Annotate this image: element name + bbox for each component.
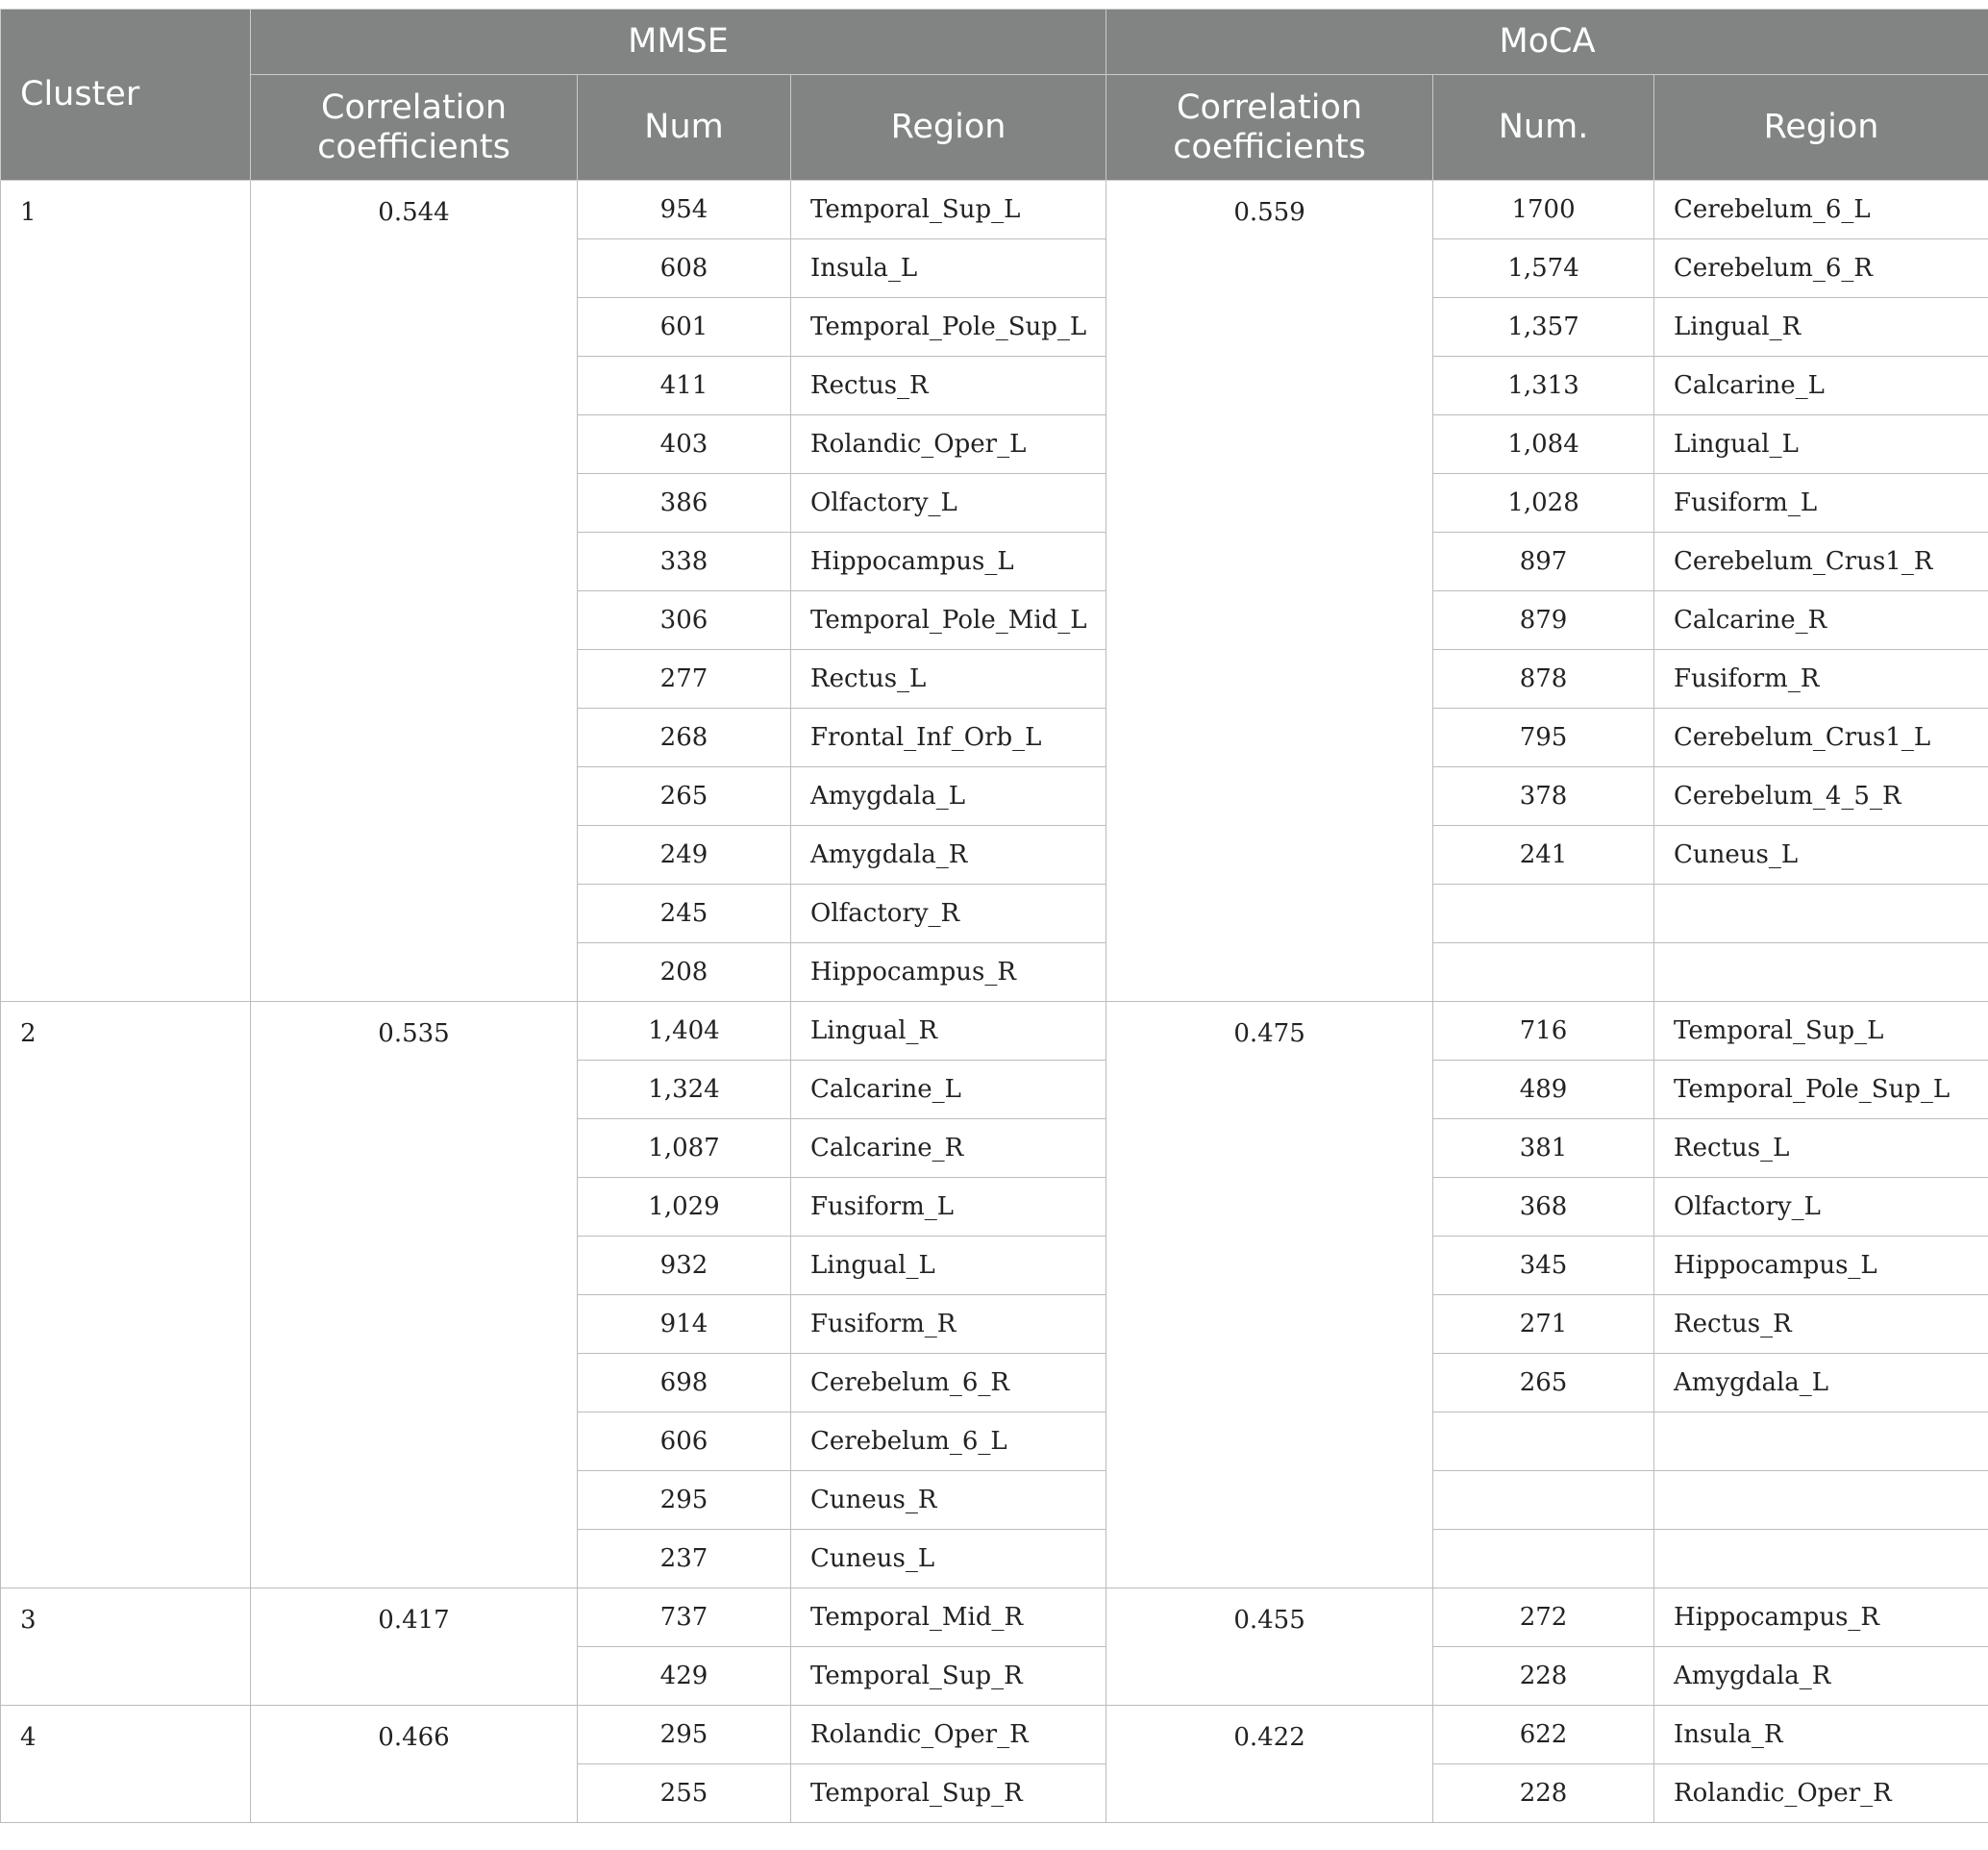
mmse-num-cell: 601 bbox=[578, 298, 791, 357]
mmse-region-cell: Fusiform_L bbox=[791, 1178, 1106, 1237]
mmse-region-cell: Temporal_Mid_R bbox=[791, 1588, 1106, 1647]
moca-num-cell: 716 bbox=[1433, 1002, 1654, 1061]
mmse-num-cell: 249 bbox=[578, 826, 791, 885]
mmse-num-cell: 295 bbox=[578, 1471, 791, 1530]
moca-num-cell bbox=[1433, 885, 1654, 943]
header-moca-correlation: Correlation coefficients bbox=[1106, 75, 1433, 181]
moca-num-cell: 1,084 bbox=[1433, 415, 1654, 474]
mmse-region-cell: Hippocampus_R bbox=[791, 943, 1106, 1002]
mmse-region-cell: Rectus_L bbox=[791, 650, 1106, 709]
moca-correlation-cell: 0.455 bbox=[1106, 1588, 1433, 1706]
moca-region-cell: Rolandic_Oper_R bbox=[1654, 1764, 1988, 1823]
mmse-num-cell: 277 bbox=[578, 650, 791, 709]
moca-num-cell: 345 bbox=[1433, 1237, 1654, 1295]
moca-region-cell: Insula_R bbox=[1654, 1706, 1988, 1764]
moca-region-cell: Calcarine_L bbox=[1654, 357, 1988, 415]
header-moca-region: Region bbox=[1654, 75, 1988, 181]
moca-num-cell bbox=[1433, 1471, 1654, 1530]
mmse-num-cell: 268 bbox=[578, 709, 791, 767]
moca-region-cell bbox=[1654, 1471, 1988, 1530]
moca-num-cell: 622 bbox=[1433, 1706, 1654, 1764]
moca-num-cell: 228 bbox=[1433, 1647, 1654, 1706]
mmse-num-cell: 1,324 bbox=[578, 1061, 791, 1119]
moca-region-cell: Amygdala_L bbox=[1654, 1354, 1988, 1412]
mmse-region-cell: Fusiform_R bbox=[791, 1295, 1106, 1354]
moca-region-cell: Lingual_L bbox=[1654, 415, 1988, 474]
cluster-id-cell: 4 bbox=[1, 1706, 251, 1823]
mmse-num-cell: 411 bbox=[578, 357, 791, 415]
moca-region-cell: Hippocampus_L bbox=[1654, 1237, 1988, 1295]
mmse-num-cell: 255 bbox=[578, 1764, 791, 1823]
moca-region-cell: Calcarine_R bbox=[1654, 591, 1988, 650]
moca-region-cell: Cerebelum_6_L bbox=[1654, 181, 1988, 239]
moca-num-cell: 368 bbox=[1433, 1178, 1654, 1237]
mmse-num-cell: 237 bbox=[578, 1530, 791, 1588]
moca-region-cell bbox=[1654, 885, 1988, 943]
header-mmse-correlation: Correlation coefficients bbox=[251, 75, 578, 181]
moca-num-cell: 265 bbox=[1433, 1354, 1654, 1412]
mmse-num-cell: 932 bbox=[578, 1237, 791, 1295]
moca-num-cell: 271 bbox=[1433, 1295, 1654, 1354]
moca-num-cell: 1,313 bbox=[1433, 357, 1654, 415]
mmse-num-cell: 338 bbox=[578, 533, 791, 591]
moca-correlation-cell: 0.559 bbox=[1106, 181, 1433, 1002]
mmse-correlation-cell: 0.544 bbox=[251, 181, 578, 1002]
mmse-region-cell: Rolandic_Oper_R bbox=[791, 1706, 1106, 1764]
header-moca-num: Num. bbox=[1433, 75, 1654, 181]
mmse-num-cell: 429 bbox=[578, 1647, 791, 1706]
mmse-region-cell: Temporal_Sup_R bbox=[791, 1764, 1106, 1823]
cluster-id-cell: 2 bbox=[1, 1002, 251, 1588]
moca-num-cell: 381 bbox=[1433, 1119, 1654, 1178]
mmse-num-cell: 245 bbox=[578, 885, 791, 943]
mmse-region-cell: Calcarine_R bbox=[791, 1119, 1106, 1178]
moca-region-cell: Temporal_Sup_L bbox=[1654, 1002, 1988, 1061]
moca-region-cell: Temporal_Pole_Sup_L bbox=[1654, 1061, 1988, 1119]
mmse-num-cell: 306 bbox=[578, 591, 791, 650]
table-body bbox=[1, 181, 1988, 1823]
header-mmse-region: Region bbox=[791, 75, 1106, 181]
moca-num-cell: 878 bbox=[1433, 650, 1654, 709]
moca-region-cell: Amygdala_R bbox=[1654, 1647, 1988, 1706]
moca-region-cell: Fusiform_R bbox=[1654, 650, 1988, 709]
moca-region-cell: Cerebelum_4_5_R bbox=[1654, 767, 1988, 826]
header-mmse: MMSE bbox=[251, 10, 1106, 75]
mmse-region-cell: Temporal_Sup_R bbox=[791, 1647, 1106, 1706]
mmse-region-cell: Cuneus_L bbox=[791, 1530, 1106, 1588]
mmse-region-cell: Insula_L bbox=[791, 239, 1106, 298]
moca-num-cell: 228 bbox=[1433, 1764, 1654, 1823]
moca-num-cell: 241 bbox=[1433, 826, 1654, 885]
moca-num-cell bbox=[1433, 943, 1654, 1002]
moca-num-cell: 272 bbox=[1433, 1588, 1654, 1647]
mmse-region-cell: Temporal_Pole_Sup_L bbox=[791, 298, 1106, 357]
header-moca: MoCA bbox=[1106, 10, 1988, 75]
mmse-region-cell: Cuneus_R bbox=[791, 1471, 1106, 1530]
mmse-region-cell: Amygdala_L bbox=[791, 767, 1106, 826]
mmse-region-cell: Amygdala_R bbox=[791, 826, 1106, 885]
mmse-region-cell: Olfactory_R bbox=[791, 885, 1106, 943]
moca-num-cell: 1,574 bbox=[1433, 239, 1654, 298]
moca-region-cell: Cerebelum_Crus1_L bbox=[1654, 709, 1988, 767]
mmse-num-cell: 1,087 bbox=[578, 1119, 791, 1178]
mmse-num-cell: 698 bbox=[578, 1354, 791, 1412]
mmse-num-cell: 737 bbox=[578, 1588, 791, 1647]
mmse-num-cell: 606 bbox=[578, 1412, 791, 1471]
mmse-num-cell: 403 bbox=[578, 415, 791, 474]
mmse-num-cell: 954 bbox=[578, 181, 791, 239]
moca-num-cell: 897 bbox=[1433, 533, 1654, 591]
mmse-region-cell: Olfactory_L bbox=[791, 474, 1106, 533]
mmse-region-cell: Calcarine_L bbox=[791, 1061, 1106, 1119]
mmse-region-cell: Cerebelum_6_L bbox=[791, 1412, 1106, 1471]
moca-correlation-cell: 0.475 bbox=[1106, 1002, 1433, 1588]
moca-region-cell bbox=[1654, 943, 1988, 1002]
header-row-groups bbox=[1, 10, 1988, 75]
mmse-num-cell: 1,029 bbox=[578, 1178, 791, 1237]
moca-region-cell: Cerebelum_6_R bbox=[1654, 239, 1988, 298]
mmse-correlation-cell: 0.535 bbox=[251, 1002, 578, 1588]
moca-num-cell: 1,028 bbox=[1433, 474, 1654, 533]
mmse-num-cell: 386 bbox=[578, 474, 791, 533]
moca-num-cell: 795 bbox=[1433, 709, 1654, 767]
moca-region-cell: Rectus_L bbox=[1654, 1119, 1988, 1178]
mmse-num-cell: 1,404 bbox=[578, 1002, 791, 1061]
table-row bbox=[1, 181, 1988, 239]
moca-region-cell: Cerebelum_Crus1_R bbox=[1654, 533, 1988, 591]
cluster-id-cell: 3 bbox=[1, 1588, 251, 1706]
mmse-region-cell: Rectus_R bbox=[791, 357, 1106, 415]
table-row bbox=[1, 1706, 1988, 1764]
mmse-region-cell: Temporal_Sup_L bbox=[791, 181, 1106, 239]
moca-region-cell: Olfactory_L bbox=[1654, 1178, 1988, 1237]
moca-num-cell: 879 bbox=[1433, 591, 1654, 650]
mmse-region-cell: Frontal_Inf_Orb_L bbox=[791, 709, 1106, 767]
moca-num-cell: 378 bbox=[1433, 767, 1654, 826]
header-mmse-num: Num bbox=[578, 75, 791, 181]
moca-region-cell: Fusiform_L bbox=[1654, 474, 1988, 533]
mmse-region-cell: Lingual_L bbox=[791, 1237, 1106, 1295]
mmse-correlation-cell: 0.417 bbox=[251, 1588, 578, 1706]
mmse-num-cell: 208 bbox=[578, 943, 791, 1002]
moca-region-cell: Rectus_R bbox=[1654, 1295, 1988, 1354]
cluster-id-cell: 1 bbox=[1, 181, 251, 1002]
moca-num-cell bbox=[1433, 1412, 1654, 1471]
moca-num-cell bbox=[1433, 1530, 1654, 1588]
mmse-region-cell: Lingual_R bbox=[791, 1002, 1106, 1061]
moca-region-cell: Lingual_R bbox=[1654, 298, 1988, 357]
mmse-num-cell: 265 bbox=[578, 767, 791, 826]
table-container bbox=[0, 9, 1988, 1823]
table-row bbox=[1, 1588, 1988, 1647]
mmse-region-cell: Temporal_Pole_Mid_L bbox=[791, 591, 1106, 650]
moca-region-cell bbox=[1654, 1412, 1988, 1471]
results-table bbox=[0, 9, 1988, 1823]
mmse-correlation-cell: 0.466 bbox=[251, 1706, 578, 1823]
moca-region-cell bbox=[1654, 1530, 1988, 1588]
moca-num-cell: 1,357 bbox=[1433, 298, 1654, 357]
moca-region-cell: Cuneus_L bbox=[1654, 826, 1988, 885]
moca-correlation-cell: 0.422 bbox=[1106, 1706, 1433, 1823]
mmse-region-cell: Rolandic_Oper_L bbox=[791, 415, 1106, 474]
mmse-num-cell: 295 bbox=[578, 1706, 791, 1764]
mmse-region-cell: Cerebelum_6_R bbox=[791, 1354, 1106, 1412]
mmse-num-cell: 914 bbox=[578, 1295, 791, 1354]
moca-num-cell: 489 bbox=[1433, 1061, 1654, 1119]
header-cluster: Cluster bbox=[1, 10, 251, 181]
moca-num-cell: 1700 bbox=[1433, 181, 1654, 239]
mmse-num-cell: 608 bbox=[578, 239, 791, 298]
mmse-region-cell: Hippocampus_L bbox=[791, 533, 1106, 591]
moca-region-cell: Hippocampus_R bbox=[1654, 1588, 1988, 1647]
table-row bbox=[1, 1002, 1988, 1061]
header-row-columns bbox=[1, 75, 1988, 181]
table-header bbox=[1, 10, 1988, 181]
